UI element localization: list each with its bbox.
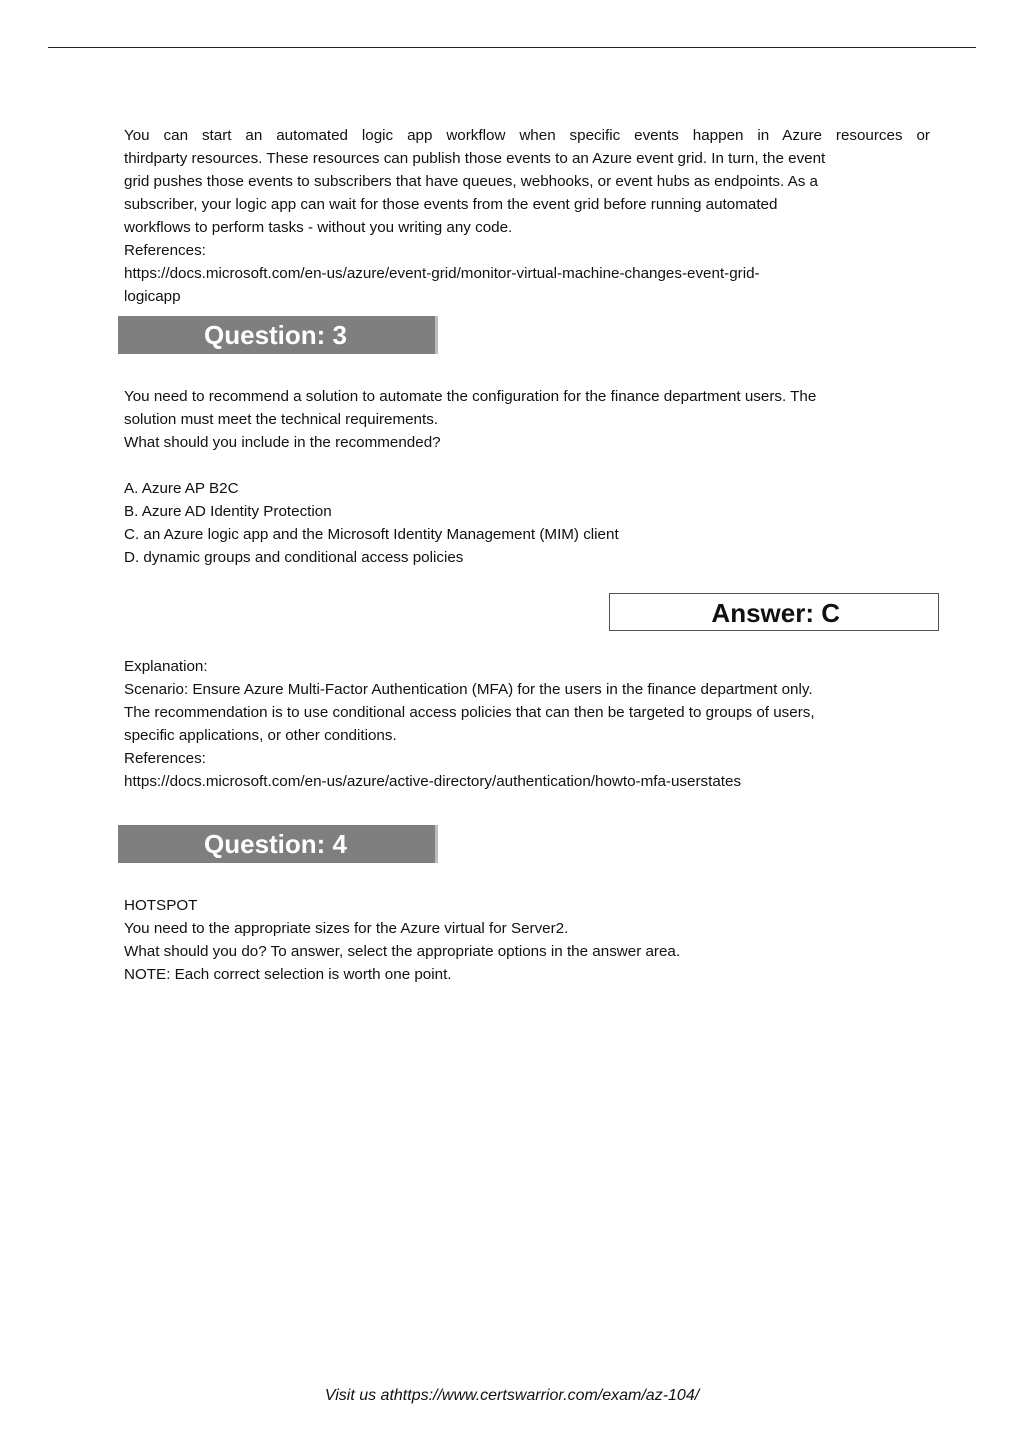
- reference-link[interactable]: https://docs.microsoft.com/en-us/azure/active-directory/authentication/howto-mfa-userstates: [124, 773, 742, 790]
- text-line: The recommendation is to use conditional access policies that can then be targeted to groups of users,: [124, 704, 815, 721]
- question-4-title: Question: 4: [204, 829, 348, 859]
- hotspot-label: HOTSPOT: [124, 897, 198, 914]
- references-label: References:: [124, 750, 206, 767]
- option-b: B. Azure AD Identity Protection: [124, 503, 332, 520]
- header-rule: [48, 47, 976, 48]
- text-line: specific applications, or other conditions.: [124, 727, 397, 744]
- question-4-heading: [118, 825, 438, 863]
- question-3-title: Question: 3: [204, 320, 348, 350]
- explanation-label: Explanation:: [124, 658, 208, 675]
- option-c: C. an Azure logic app and the Microsoft Identity Management (MIM) client: [124, 526, 619, 543]
- question-3-prompt: [124, 385, 930, 454]
- option-d: D. dynamic groups and conditional access policies: [124, 549, 464, 566]
- text-line: You can start an automated logic app workflow when specific events happen in Azure resources or: [124, 127, 930, 144]
- text-line: What should you include in the recommended?: [124, 434, 441, 451]
- reference-link[interactable]: https://docs.microsoft.com/en-us/azure/event-grid/monitor-virtual-machine-changes-event-grid-: [124, 265, 760, 282]
- text-line: grid pushes those events to subscribers that have queues, webhooks, or event hubs as endpoints. As a: [124, 173, 818, 190]
- footer-link[interactable]: Visit us athttps://www.certswarrior.com/exam/az-104/: [324, 1387, 700, 1404]
- text-line: You need to the appropriate sizes for the Azure virtual for Server2.: [124, 920, 569, 937]
- text-line: thirdparty resources. These resources can publish those events to an Azure event grid. In turn, the event: [124, 150, 826, 167]
- question-4-prompt: [124, 894, 930, 986]
- text-line: You need to recommend a solution to automate the configuration for the finance department users. The: [124, 388, 817, 405]
- text-line: Scenario: Ensure Azure Multi-Factor Authentication (MFA) for the users in the finance department only.: [124, 681, 813, 698]
- text-line: workflows to perform tasks - without you writing any code.: [124, 219, 513, 236]
- text-line: What should you do? To answer, select the appropriate options in the answer area.: [124, 943, 681, 960]
- references-label: References:: [124, 242, 206, 259]
- reference-link-cont[interactable]: logicapp: [124, 288, 181, 305]
- answer-box: Answer: C: [609, 593, 939, 631]
- question-3-options: [124, 477, 930, 569]
- text-line: solution must meet the technical requirements.: [124, 411, 439, 428]
- text-line: NOTE: Each correct selection is worth one point.: [124, 966, 452, 983]
- question-3-explanation: [124, 655, 930, 793]
- q2-explanation-block: [124, 124, 930, 308]
- question-3-heading: [118, 316, 438, 354]
- option-a: A. Azure AP B2C: [124, 480, 239, 497]
- text-line: subscriber, your logic app can wait for those events from the event grid before running automated: [124, 196, 778, 213]
